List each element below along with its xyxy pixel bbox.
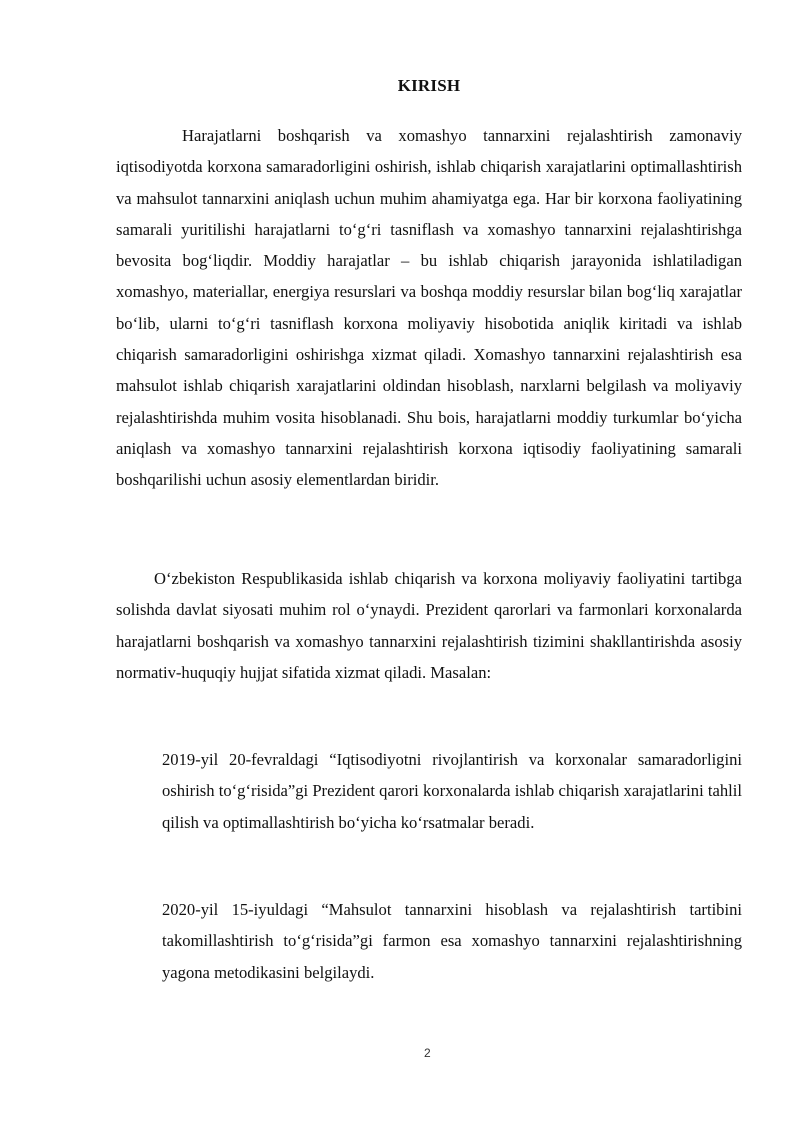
legal-context-paragraph: O‘zbekiston Respublikasida ishlab chiqarish va korxona moliyaviy faoliyatini tartibga solishda davlat siyosati muhim rol o‘ynaydi. Prezident qarorlari va farmonlari korxonalarda harajatlarni boshqarish va xomashyo tannarxini rejalashtirish tizimini shakllantirishda asosiy normativ-huquqiy hujjat sifatida xizmat qiladi. Masalan: xyxy=(116,569,742,682)
section-heading: KIRISH xyxy=(397,76,461,95)
decree-item-2020: 2020-yil 15-iyuldagi “Mahsulot tannarxini hisoblash va rejalashtirish tartibini takomillashtirish to‘g‘risida”gi farmon esa xomashyo tannarxini rejalashtirishning yagona metodikasini belgilaydi. xyxy=(162,900,742,982)
page-number: 2 xyxy=(424,1046,431,1060)
decree-item-2019: 2019-yil 20-fevraldagi “Iqtisodiyotni rivojlantirish va korxonalar samaradorligini oshirish to‘g‘risida”gi Prezident qarori korxonalarda ishlab chiqarish xarajatlarini tahlil qilish va optimallashtirish bo‘yicha ko‘rsatmalar beradi. xyxy=(162,750,742,832)
intro-paragraph: Harajatlarni boshqarish va xomashyo tannarxini rejalashtirish zamonaviy iqtisodiyotda korxona samaradorligini oshirish, ishlab chiqarish xarajatlarini optimallashtirish va mahsulot tannarxini aniqlash uchun muhim ahamiyatga ega. Har bir korxona faoliyatining samarali yuritilishi harajatlarni to‘g‘ri tasniflash va xomashyo tannarxini rejalashtirishga bevosita bog‘liqdir. Moddiy harajatlar – bu ishlab chiqarish jarayonida ishlatiladigan xomashyo, materiallar, energiya resurslari va boshqa moddiy resurslar bilan bog‘liq xarajatlar bo‘lib, ularni to‘g‘ri tasniflash korxona moliyaviy hisobotida aniqlik kiritadi va ishlab chiqarish samaradorligini oshirishga xizmat qiladi. Xomashyo tannarxini rejalashtirish esa mahsulot ishlab chiqarish xarajatlarini oldindan hisoblash, narxlarni belgilash va moliyaviy rejalashtirishda muhim vosita hisoblanadi. Shu bois, harajatlarni moddiy turkumlar bo‘yicha aniqlash va xomashyo tannarxini rejalashtirish korxona iqtisodiy faoliyatining samarali boshqarilishi uchun asosiy elementlardan biridir. xyxy=(116,126,742,490)
